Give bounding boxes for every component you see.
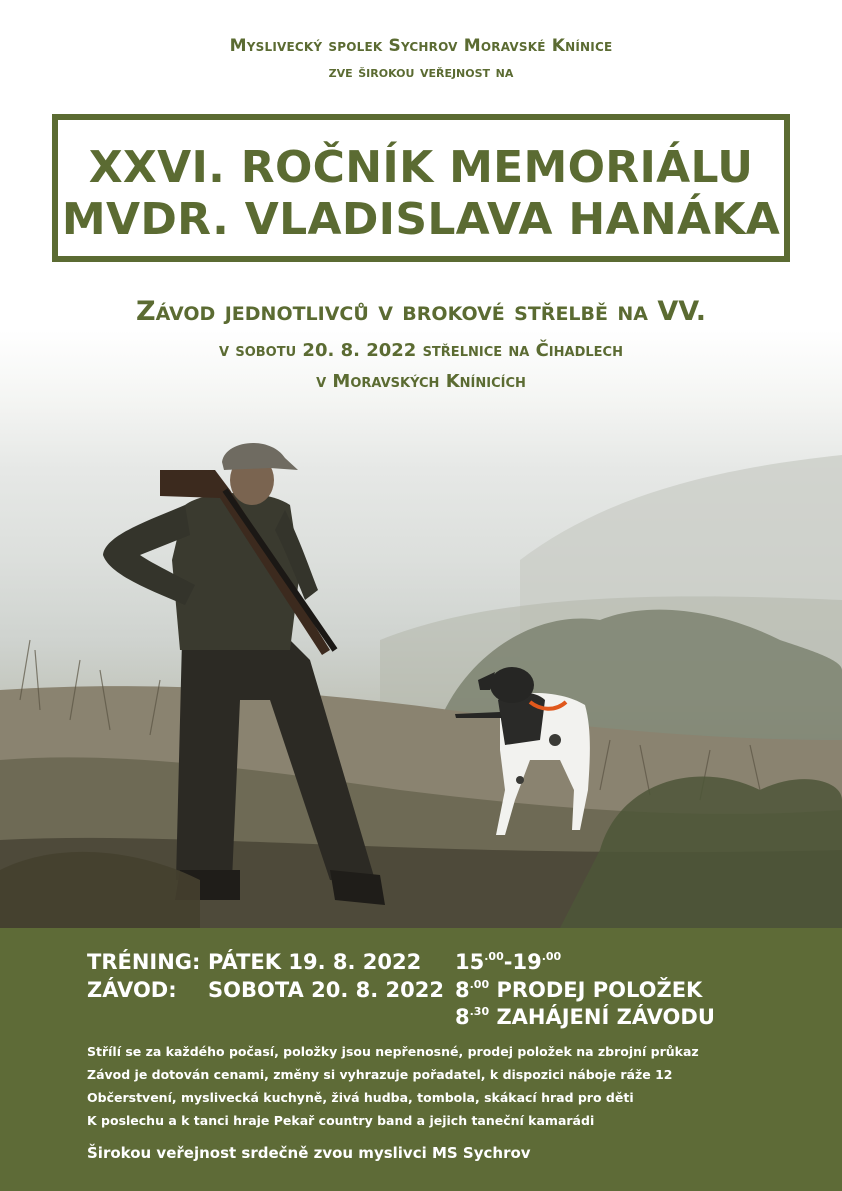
title-frame (52, 114, 790, 262)
training-label: TRÉNING: (87, 950, 201, 974)
note-line: K poslechu a k tanci hraje Pekař country band a jejich taneční kamarádi (87, 1113, 595, 1128)
closing-invitation: Širokou veřejnost srdečně zvou myslivci MS Sychrov (87, 1144, 531, 1162)
training-end-min: .00 (541, 950, 562, 963)
note-line: Střílí se za každého počasí, položky jsou nepřenosné, prodej položek na zbrojní průkaz (87, 1044, 699, 1059)
note-line: Závod je dotován cenami, změny si vyhrazuje pořadatel, k dispozici náboje ráže 12 (87, 1067, 673, 1082)
start-text: ZAHÁJENÍ ZÁVODU (496, 1005, 715, 1029)
race-day: SOBOTA 20. 8. 2022 (208, 978, 444, 1002)
training-start-min: .00 (484, 950, 504, 963)
start-min: .30 (469, 1005, 490, 1018)
note-line: Občerstvení, myslivecká kuchyně, živá hudba, tombola, skákací hrad pro děti (87, 1090, 634, 1105)
race-label: ZÁVOD: (87, 978, 177, 1002)
event-location: v Moravských Knínicích (316, 371, 526, 392)
training-day: PÁTEK 19. 8. 2022 (208, 950, 422, 974)
organizer-name: Myslivecký spolek Sychrov Moravské Knínice (229, 36, 613, 56)
title-line-2: MVDR. VLADISLAVA HANÁKA (61, 194, 781, 245)
sale-text: PRODEJ POLOŽEK (496, 978, 703, 1002)
sale-time (455, 978, 702, 1002)
invitation-text: zve širokou veřejnost na (328, 62, 514, 81)
training-time-sep: - (503, 950, 513, 974)
sale-min: .00 (469, 978, 490, 991)
training-start-hour: 15 (455, 950, 485, 974)
sale-hour: 8 (455, 978, 470, 1002)
start-time (455, 1005, 715, 1029)
training-end-hour: 19 (512, 950, 542, 974)
info-panel (0, 928, 842, 1191)
event-date-venue: v sobotu 20. 8. 2022 střelnice na Čihadlech (219, 340, 623, 361)
event-subtitle: Závod jednotlivců v brokové střelbě na VV. (136, 296, 706, 327)
training-time (455, 950, 561, 974)
start-hour: 8 (455, 1005, 470, 1029)
title-line-1: XXVI. ROČNÍK MEMORIÁLU (88, 142, 754, 193)
